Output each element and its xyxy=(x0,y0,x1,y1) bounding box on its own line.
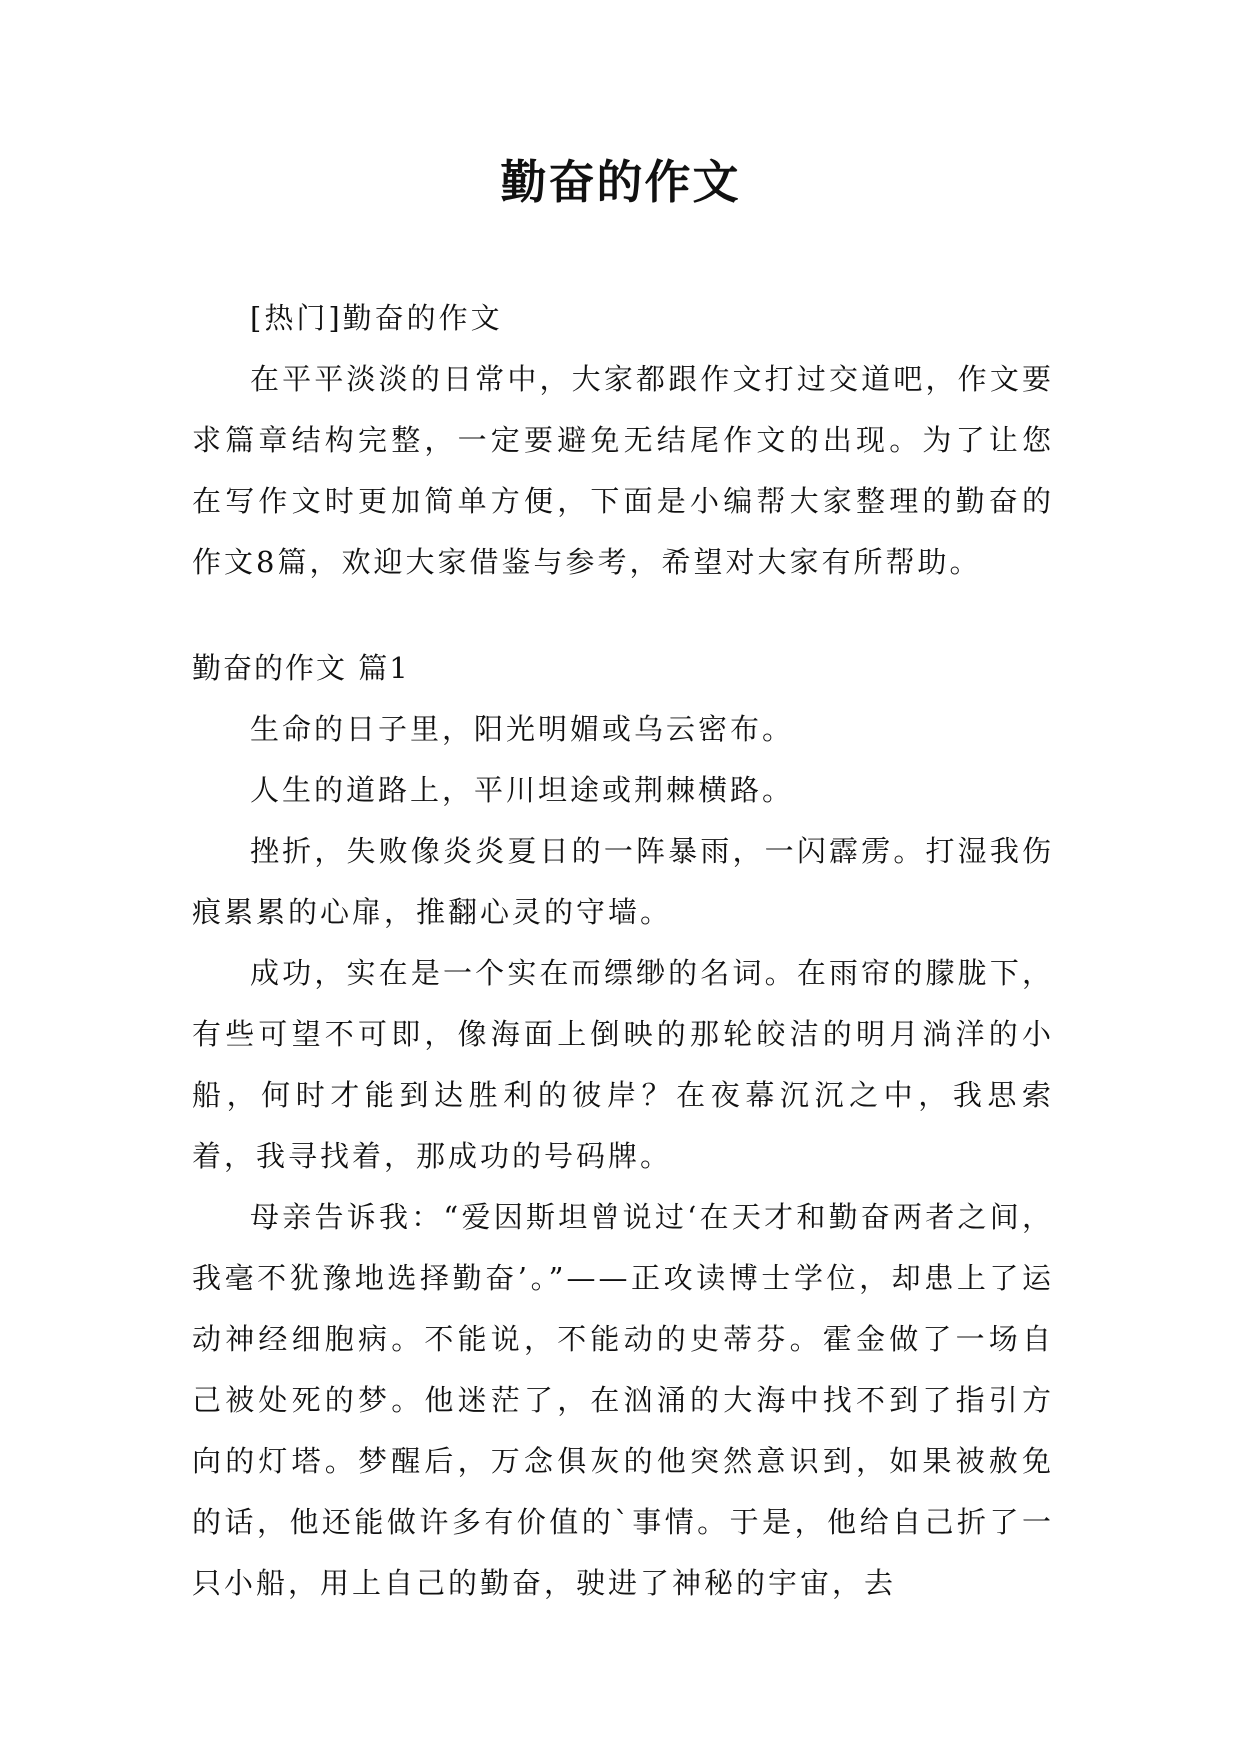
body-paragraph: 人生的道路上，平川坦途或荆棘横路。 xyxy=(250,773,795,807)
document-body xyxy=(192,288,1054,1614)
body-paragraph: 生命的日子里，阳光明媚或乌云密布。 xyxy=(250,712,795,746)
body-paragraph: 挫折，失败像炎炎夏日的一阵暴雨，一闪霹雳。打湿我伤痕累累的心扉，推翻心灵的守墙。 xyxy=(192,834,1054,929)
tag-line: [热门]勤奋的作文 xyxy=(250,301,503,335)
intro-paragraph: 在平平淡淡的日常中，大家都跟作文打过交道吧，作文要求篇章结构完整，一定要避免无结尾作文的出现。为了让您在写作文时更加简单方便，下面是小编帮大家整理的勤奋的作文8篇，欢迎大家借鉴与参考，希望对大家有所帮助。 xyxy=(192,362,1054,579)
section-heading: 勤奋的作文 篇1 xyxy=(192,651,410,685)
section-gap xyxy=(192,593,1054,638)
document-title: 勤奋的作文 xyxy=(500,155,741,209)
body-paragraph: 母亲告诉我：“爱因斯坦曾说过‘在天才和勤奋两者之间，我毫不犹豫地选择勤奋’。”——正攻读博士学位，却患上了运动神经细胞病。不能说，不能动的史蒂芬。霍金做了一场自己被处死的梦。他迷茫了，在汹涌的大海中找不到了指引方向的灯塔。梦醒后，万念俱灰的他突然意识到，如果被赦免的话，他还能做许多有价值的`事情。于是，他给自己折了一只小船，用上自己的勤奋，驶进了神秘的宇宙，去 xyxy=(192,1200,1054,1600)
body-paragraph: 成功，实在是一个实在而缥缈的名词。在雨帘的朦胧下，有些可望不可即，像海面上倒映的那轮皎洁的明月淌洋的小船，何时才能到达胜利的彼岸？在夜幕沉沉之中，我思索着，我寻找着，那成功的号码牌。 xyxy=(192,956,1054,1173)
